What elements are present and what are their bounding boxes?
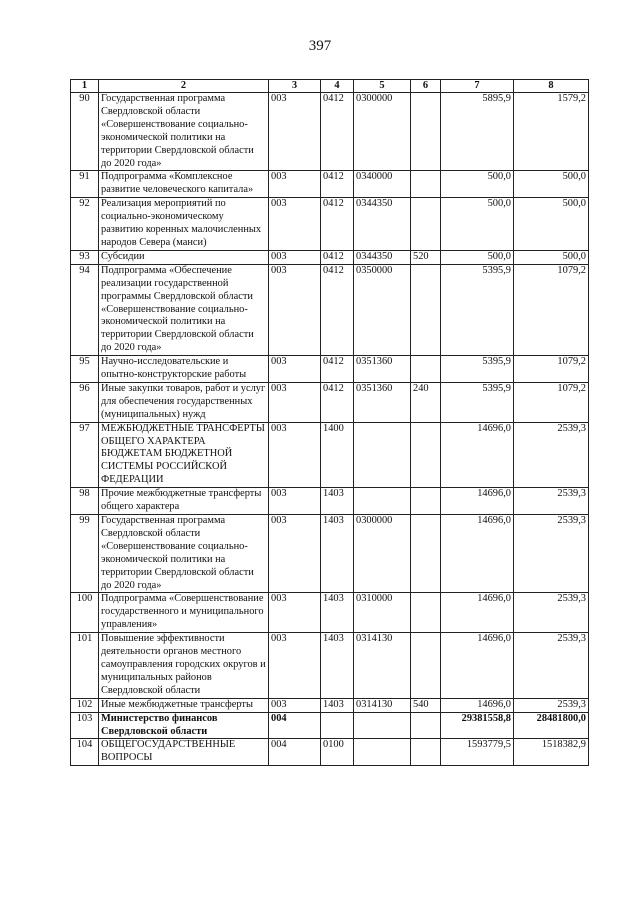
row-number: 104 (71, 739, 99, 766)
row-expense-type: 540 (411, 698, 441, 712)
row-number: 96 (71, 382, 99, 422)
row-ministry-code: 003 (269, 422, 321, 488)
row-target-code (354, 712, 411, 739)
row-target-code: 0350000 (354, 264, 411, 355)
row-amount-2: 1079,2 (514, 356, 589, 383)
row-section-code: 0412 (321, 356, 354, 383)
row-ministry-code: 003 (269, 593, 321, 633)
row-amount-2: 2539,3 (514, 422, 589, 488)
row-name: Подпрограмма «Обеспечение реализации государственной программы Свердловской области «Совершенствование социально-экономической политики на территории Свердловской области до 2020 года» (99, 264, 269, 355)
row-number: 102 (71, 698, 99, 712)
table-row (71, 198, 589, 251)
row-target-code: 0351360 (354, 382, 411, 422)
row-amount-2: 2539,3 (514, 593, 589, 633)
row-ministry-code: 003 (269, 633, 321, 699)
column-header-2: 2 (99, 80, 269, 93)
row-amount-1: 5895,9 (441, 93, 514, 171)
table-row (71, 515, 589, 593)
row-amount-1: 500,0 (441, 198, 514, 251)
column-header-1: 1 (71, 80, 99, 93)
row-name: Научно-исследовательские и опытно-конструкторские работы (99, 356, 269, 383)
row-target-code: 0351360 (354, 356, 411, 383)
table-row (71, 698, 589, 712)
table-body (71, 93, 589, 766)
column-header-6: 6 (411, 80, 441, 93)
row-section-code: 0412 (321, 93, 354, 171)
row-expense-type (411, 422, 441, 488)
column-header-7: 7 (441, 80, 514, 93)
row-name: Субсидии (99, 250, 269, 264)
page-number: 397 (308, 38, 332, 54)
row-target-code (354, 488, 411, 515)
row-amount-1: 5395,9 (441, 264, 514, 355)
row-number: 95 (71, 356, 99, 383)
table-row (71, 633, 589, 699)
row-amount-2: 28481800,0 (514, 712, 589, 739)
table-row (71, 250, 589, 264)
row-amount-1: 29381558,8 (441, 712, 514, 739)
row-amount-2: 500,0 (514, 171, 589, 198)
row-amount-2: 2539,3 (514, 488, 589, 515)
row-name: Государственная программа Свердловской области «Совершенствование социально-экономической политики на территории Свердловской области до 2020 года» (99, 93, 269, 171)
column-header-8: 8 (514, 80, 589, 93)
row-section-code: 1403 (321, 698, 354, 712)
row-ministry-code: 003 (269, 93, 321, 171)
row-section-code: 0412 (321, 198, 354, 251)
row-section-code: 0100 (321, 739, 354, 766)
row-name: Повышение эффективности деятельности органов местного самоуправления городских округов и муниципальных районов Свердловской области (99, 633, 269, 699)
row-ministry-code: 003 (269, 356, 321, 383)
row-number: 90 (71, 93, 99, 171)
row-amount-1: 14696,0 (441, 593, 514, 633)
row-ministry-code: 003 (269, 198, 321, 251)
column-header-4: 4 (321, 80, 354, 93)
row-name: Подпрограмма «Комплексное развитие человеческого капитала» (99, 171, 269, 198)
table-row (71, 382, 589, 422)
row-section-code: 0412 (321, 171, 354, 198)
row-section-code: 1403 (321, 515, 354, 593)
row-amount-2: 1079,2 (514, 382, 589, 422)
row-expense-type: 240 (411, 382, 441, 422)
row-ministry-code: 003 (269, 250, 321, 264)
row-expense-type (411, 739, 441, 766)
table-row (71, 422, 589, 488)
row-amount-2: 2539,3 (514, 515, 589, 593)
row-name: Прочие межбюджетные трансферты общего характера (99, 488, 269, 515)
row-target-code: 0300000 (354, 515, 411, 593)
budget-table (70, 79, 589, 766)
row-target-code: 0344350 (354, 198, 411, 251)
row-expense-type (411, 712, 441, 739)
row-section-code: 0412 (321, 382, 354, 422)
table-row (71, 93, 589, 171)
row-expense-type (411, 515, 441, 593)
row-target-code: 0344350 (354, 250, 411, 264)
row-name: ОБЩЕГОСУДАРСТВЕННЫЕ ВОПРОСЫ (99, 739, 269, 766)
row-amount-1: 14696,0 (441, 488, 514, 515)
row-name: Иные межбюджетные трансферты (99, 698, 269, 712)
row-name: Министерство финансов Свердловской области (99, 712, 269, 739)
row-amount-2: 1079,2 (514, 264, 589, 355)
table-row (71, 712, 589, 739)
row-expense-type (411, 171, 441, 198)
row-ministry-code: 003 (269, 515, 321, 593)
table-row (71, 171, 589, 198)
row-target-code (354, 739, 411, 766)
row-target-code: 0314130 (354, 698, 411, 712)
table-row (71, 488, 589, 515)
row-amount-1: 14696,0 (441, 422, 514, 488)
row-ministry-code: 004 (269, 739, 321, 766)
row-target-code: 0314130 (354, 633, 411, 699)
header-row (71, 80, 589, 93)
row-expense-type (411, 633, 441, 699)
row-ministry-code: 003 (269, 264, 321, 355)
row-amount-2: 2539,3 (514, 633, 589, 699)
column-header-5: 5 (354, 80, 411, 93)
row-amount-2: 500,0 (514, 198, 589, 251)
row-section-code: 0412 (321, 264, 354, 355)
row-target-code: 0300000 (354, 93, 411, 171)
row-ministry-code: 004 (269, 712, 321, 739)
row-section-code: 1403 (321, 633, 354, 699)
table-row (71, 264, 589, 355)
row-ministry-code: 003 (269, 698, 321, 712)
row-amount-1: 500,0 (441, 171, 514, 198)
column-header-3: 3 (269, 80, 321, 93)
row-name: Подпрограмма «Совершенствование государственного и муниципального управления» (99, 593, 269, 633)
row-amount-1: 14696,0 (441, 633, 514, 699)
row-expense-type (411, 488, 441, 515)
row-target-code: 0340000 (354, 171, 411, 198)
row-number: 94 (71, 264, 99, 355)
row-number: 93 (71, 250, 99, 264)
row-target-code: 0310000 (354, 593, 411, 633)
row-expense-type: 520 (411, 250, 441, 264)
row-amount-2: 500,0 (514, 250, 589, 264)
table-row (71, 593, 589, 633)
row-target-code (354, 422, 411, 488)
row-expense-type (411, 593, 441, 633)
row-number: 103 (71, 712, 99, 739)
row-number: 92 (71, 198, 99, 251)
row-amount-1: 14696,0 (441, 698, 514, 712)
row-number: 101 (71, 633, 99, 699)
row-number: 97 (71, 422, 99, 488)
row-name: Государственная программа Свердловской области «Совершенствование социально-экономической политики на территории Свердловской области до 2020 года» (99, 515, 269, 593)
row-amount-1: 500,0 (441, 250, 514, 264)
row-number: 91 (71, 171, 99, 198)
row-amount-2: 1518382,9 (514, 739, 589, 766)
row-number: 99 (71, 515, 99, 593)
row-section-code: 1403 (321, 488, 354, 515)
row-ministry-code: 003 (269, 382, 321, 422)
row-section-code: 1403 (321, 593, 354, 633)
row-name: МЕЖБЮДЖЕТНЫЕ ТРАНСФЕРТЫ ОБЩЕГО ХАРАКТЕРА БЮДЖЕТАМ БЮДЖЕТНОЙ СИСТЕМЫ РОССИЙСКОЙ ФЕДЕРАЦИИ (99, 422, 269, 488)
table-row (71, 356, 589, 383)
row-section-code: 0412 (321, 250, 354, 264)
row-ministry-code: 003 (269, 171, 321, 198)
table-row (71, 739, 589, 766)
row-expense-type (411, 198, 441, 251)
row-amount-2: 2539,3 (514, 698, 589, 712)
row-expense-type (411, 356, 441, 383)
row-name: Иные закупки товаров, работ и услуг для обеспечения государственных (муниципальных) нужд (99, 382, 269, 422)
row-ministry-code: 003 (269, 488, 321, 515)
row-expense-type (411, 93, 441, 171)
row-amount-1: 14696,0 (441, 515, 514, 593)
row-name: Реализация мероприятий по социально-экономическому развитию коренных малочисленных народов Севера (манси) (99, 198, 269, 251)
row-section-code: 1400 (321, 422, 354, 488)
row-expense-type (411, 264, 441, 355)
row-section-code (321, 712, 354, 739)
row-amount-1: 5395,9 (441, 356, 514, 383)
row-number: 100 (71, 593, 99, 633)
row-amount-2: 1579,2 (514, 93, 589, 171)
row-number: 98 (71, 488, 99, 515)
row-amount-1: 1593779,5 (441, 739, 514, 766)
row-amount-1: 5395,9 (441, 382, 514, 422)
